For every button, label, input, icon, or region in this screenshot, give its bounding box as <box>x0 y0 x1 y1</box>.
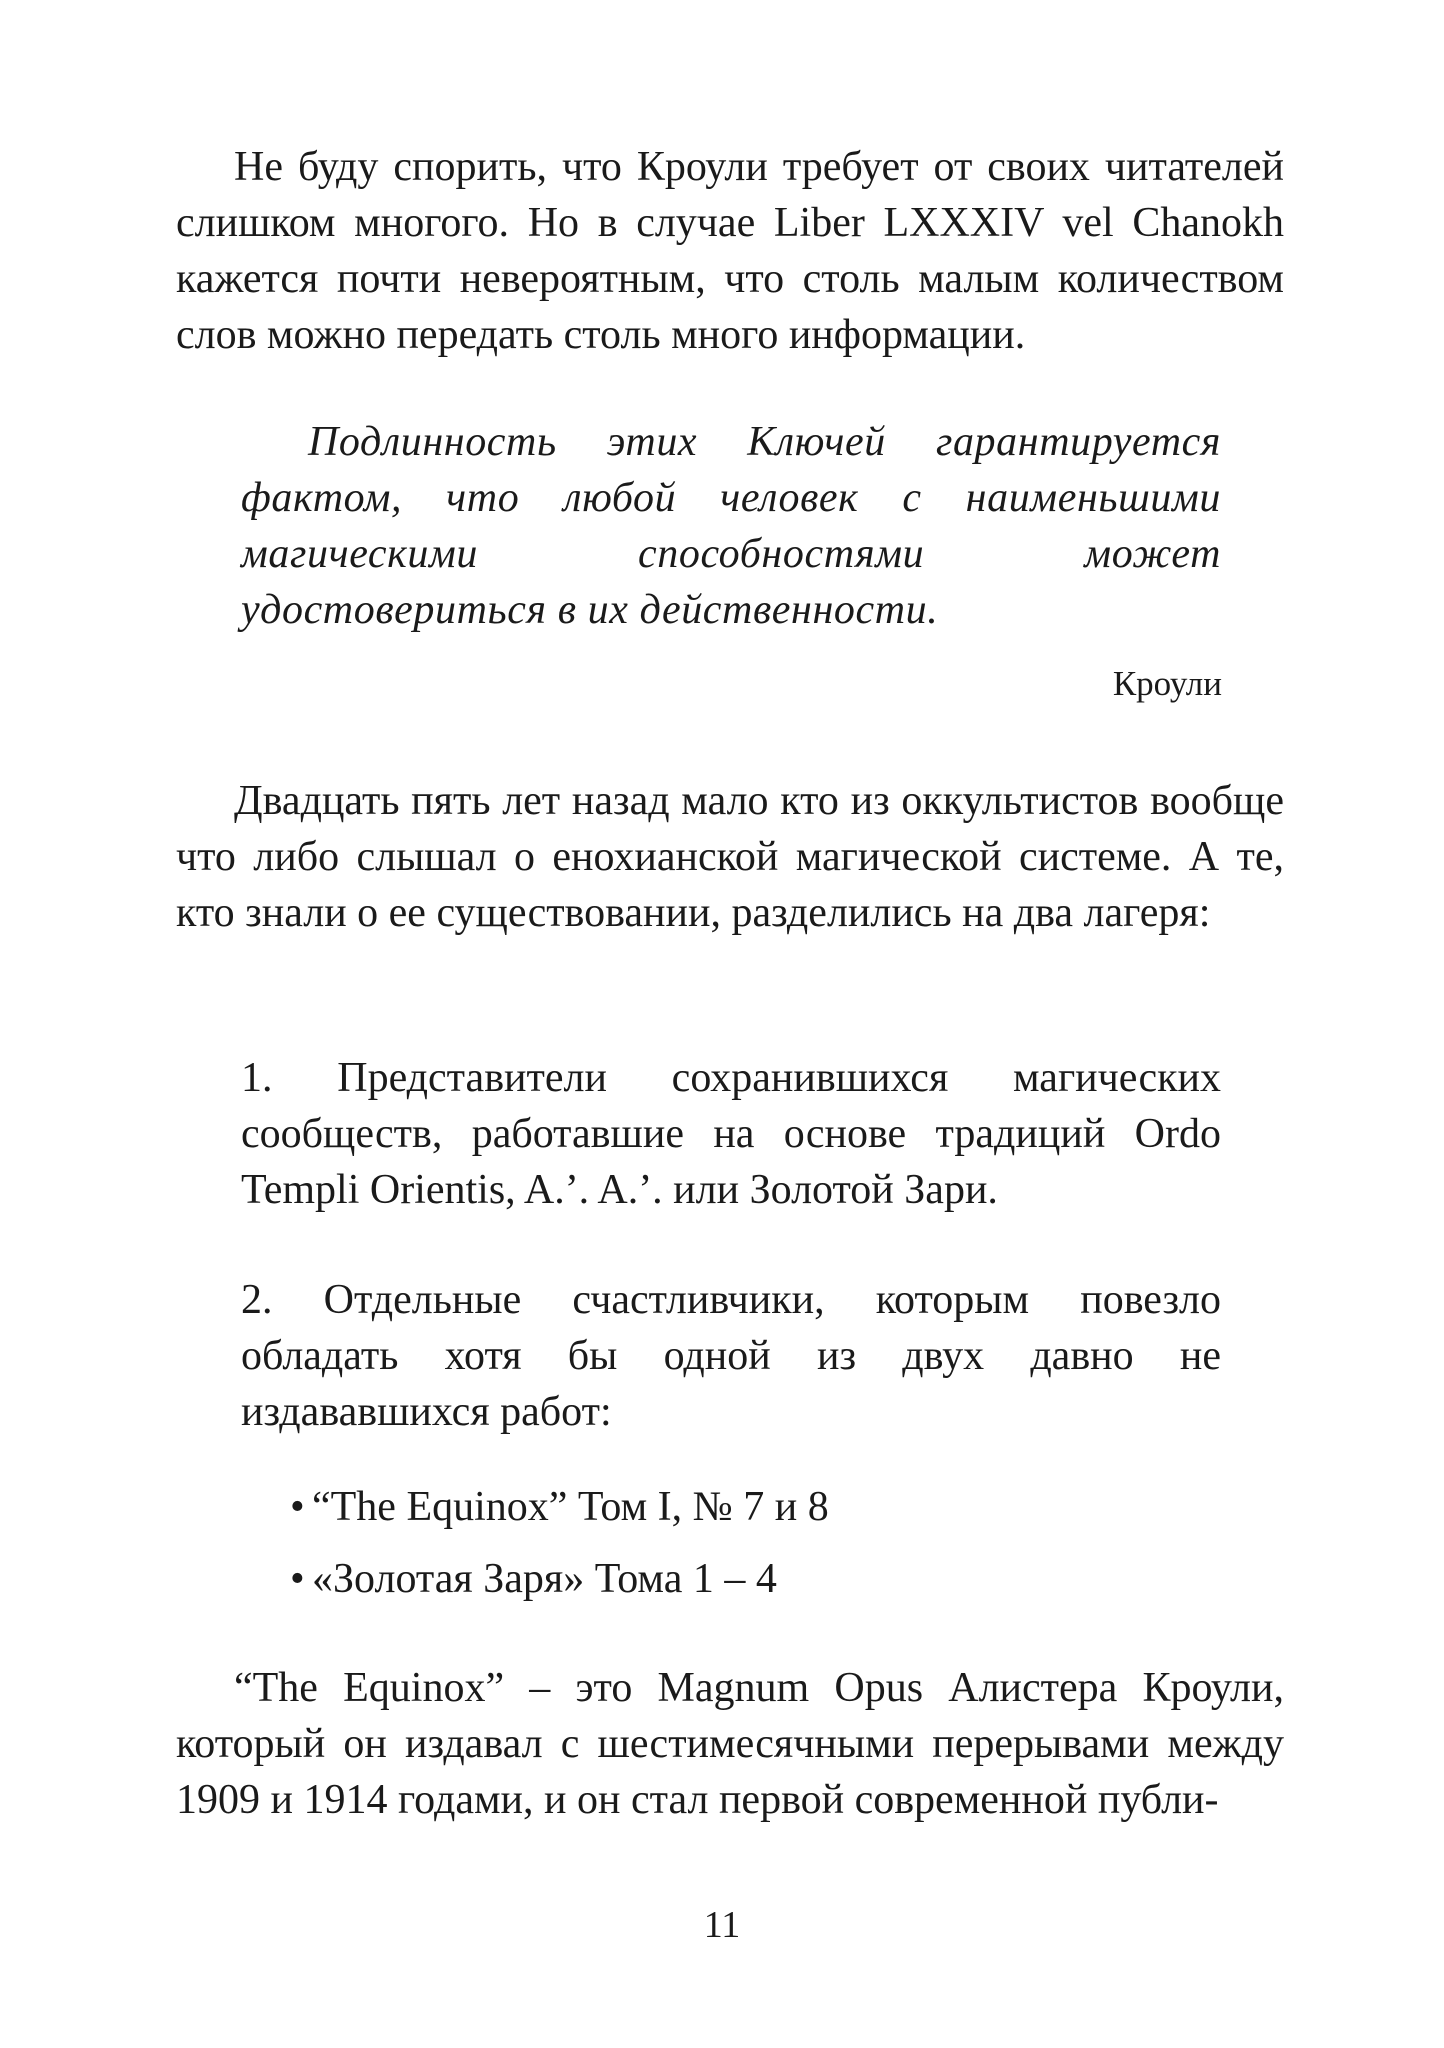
bullet-text: «Золотая Заря» Тома 1 – 4 <box>312 1556 777 1602</box>
bullet-icon: • <box>290 1556 305 1602</box>
list-item-1: 1. Представители сохранившихся магических сообществ, работавшие на основе традиций Ordo Templi Orientis, A.’. A.’. или Золотой Зари. <box>241 1055 1221 1213</box>
paragraph-occultists: Двадцать пять лет назад мало кто из оккультистов вообще что либо слышал о енохианской магической системе. А те, кто знали о ее существовании, разделились на два лагеря: <box>176 778 1284 936</box>
page-number: 11 <box>703 1904 741 1946</box>
list-item-2: 2. Отдельные счастливчики, которым повезло обладать хотя бы одной из двух давно не издававшихся работ: <box>241 1277 1221 1435</box>
paragraph-intro: Не буду спорить, что Кроули требует от своих читателей слишком многого. Но в случае Liber LXXXIV vel Chanokh кажется почти невероятным, что столь малым количеством слов можно передать столь много информации. <box>176 144 1284 358</box>
bullet-item <box>290 1551 829 1607</box>
paragraph-equinox: “The Equinox” – это Magnum Opus Алистера Кроули, который он издавал с шестимесячными перерывами между 1909 и 1914 годами, и он стал первой современной публи- <box>176 1665 1284 1823</box>
epigraph-author: Кроули <box>1112 664 1222 703</box>
bullet-item <box>290 1479 829 1535</box>
bullet-icon: • <box>290 1484 305 1530</box>
bullet-list <box>290 1479 829 1623</box>
epigraph-quote: Подлинность этих Ключей гарантируется фактом, что любой человек с наименьшими магическими способностями может удостовериться в их действенности. <box>241 419 1221 633</box>
bullet-text: “The Equinox” Том I, № 7 и 8 <box>312 1484 829 1530</box>
